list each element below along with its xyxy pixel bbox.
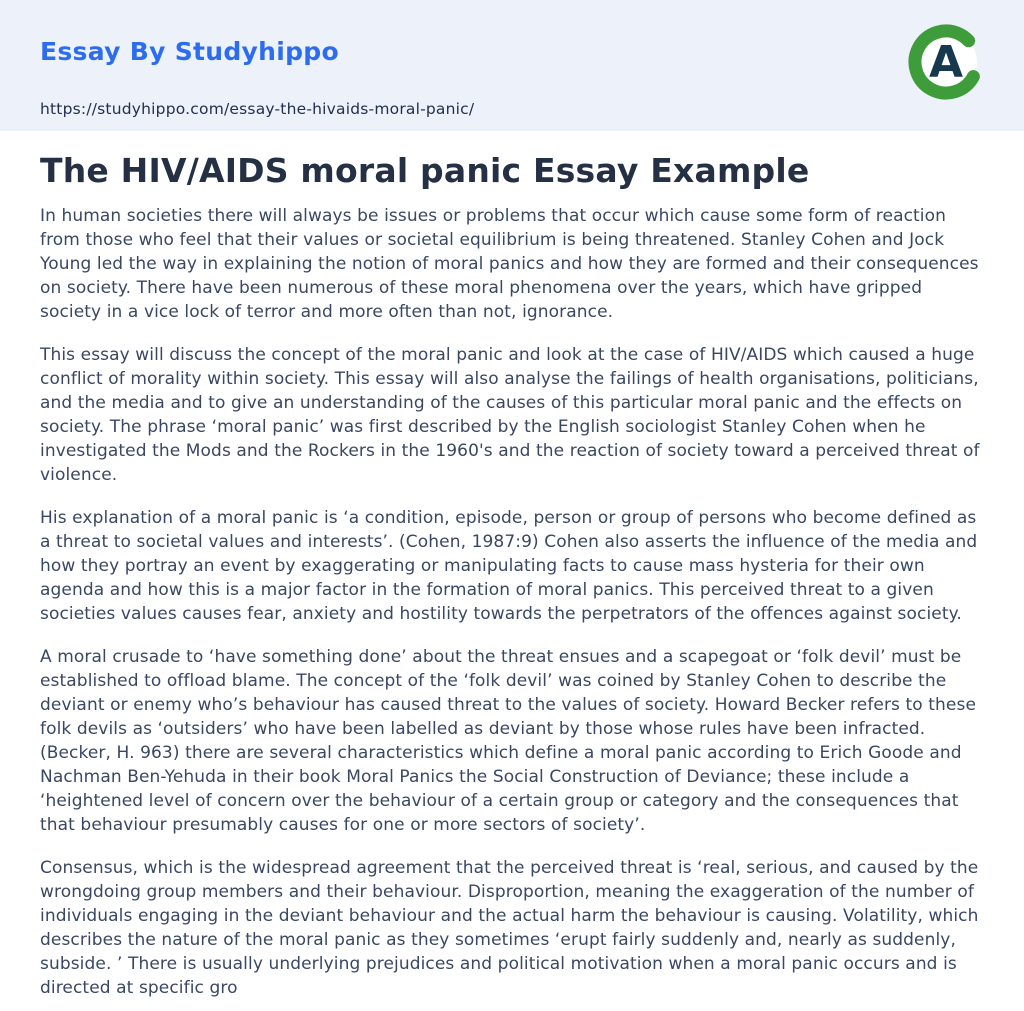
article-content	[0, 131, 1024, 1000]
article-body	[40, 204, 984, 1000]
article-paragraph: Consensus, which is the widespread agreement that the perceived threat is ‘real, serious, and caused by the wrongdoing group members and their behaviour. Disproportion, meaning the exaggeration of the number of individuals engaging in the deviant behaviour and the actual harm the behaviour is causing. Volatility, which describes the nature of the moral panic as they sometimes ‘erupt fairly suddenly and, nearly as suddenly, subside. ’ There is usually underlying prejudices and political motivation when a moral panic occurs and is directed at specific gro	[40, 857, 979, 998]
article-paragraph: In human societies there will always be issues or problems that occur which cause some form of reaction from those who feel that their values or societal equilibrium is being threatened. Stanley Cohen and Jock Young led the way in explaining the notion of moral panics and how they are formed and their consequences on society. There have been numerous of these moral phenomena over the years, which have gripped society in a vice lock of terror and more often than not, ignorance.	[40, 205, 979, 322]
site-title: Essay By Studyhippo	[40, 37, 339, 66]
studyhippo-logo[interactable]	[908, 24, 984, 100]
article-paragraph: This essay will discuss the concept of the moral panic and look at the case of HIV/AIDS which caused a huge conflict of morality within society. This essay will also analyse the failings of health organisations, politicians, and the media and to give an understanding of the causes of this particular moral panic and the effects on society. The phrase ‘moral panic’ was first described by the English sociologist Stanley Cohen when he investigated the Mods and the Rockers in the 1960's and the reaction of society toward a perceived threat of violence.	[40, 344, 980, 485]
article-paragraph: A moral crusade to ‘have something done’ about the threat ensues and a scapegoat or ‘folk devil’ must be established to offload blame. The concept of the ‘folk devil’ was coined by Stanley Cohen to describe the deviant or enemy who’s behaviour has caused threat to the values of society. Howard Becker refers to these folk devils as ‘outsiders’ who have been labelled as deviant by those whose rules have been infracted. (Becker, H. 963) there are several characteristics which define a moral panic according to Erich Goode and Nachman Ben-Yehuda in their book Moral Panics the Social Construction of Deviance; these include a ‘heightened level of concern over the behaviour of a certain group or category and the consequences that that behaviour presumably causes for one or more sectors of society’.	[40, 646, 977, 835]
logo-letter: A	[928, 37, 964, 88]
article-paragraph: His explanation of a moral panic is ‘a condition, episode, person or group of persons who become defined as a threat to societal values and interests’. (Cohen, 1987:9) Cohen also asserts the influence of the media and how they portray an event by exaggerating or manipulating facts to cause mass hysteria for their own agenda and how this is a major factor in the formation of moral panics. This perceived threat to a given societies values causes fear, anxiety and hostility towards the perpetrators of the offences against society.	[40, 507, 978, 624]
studyhippo-logo-icon	[908, 24, 984, 100]
article-title: The HIV/AIDS moral panic Essay Example	[40, 151, 810, 190]
page-header	[0, 0, 1024, 131]
article-url-link[interactable]: https://studyhippo.com/essay-the-hivaids-moral-panic/	[40, 99, 475, 118]
